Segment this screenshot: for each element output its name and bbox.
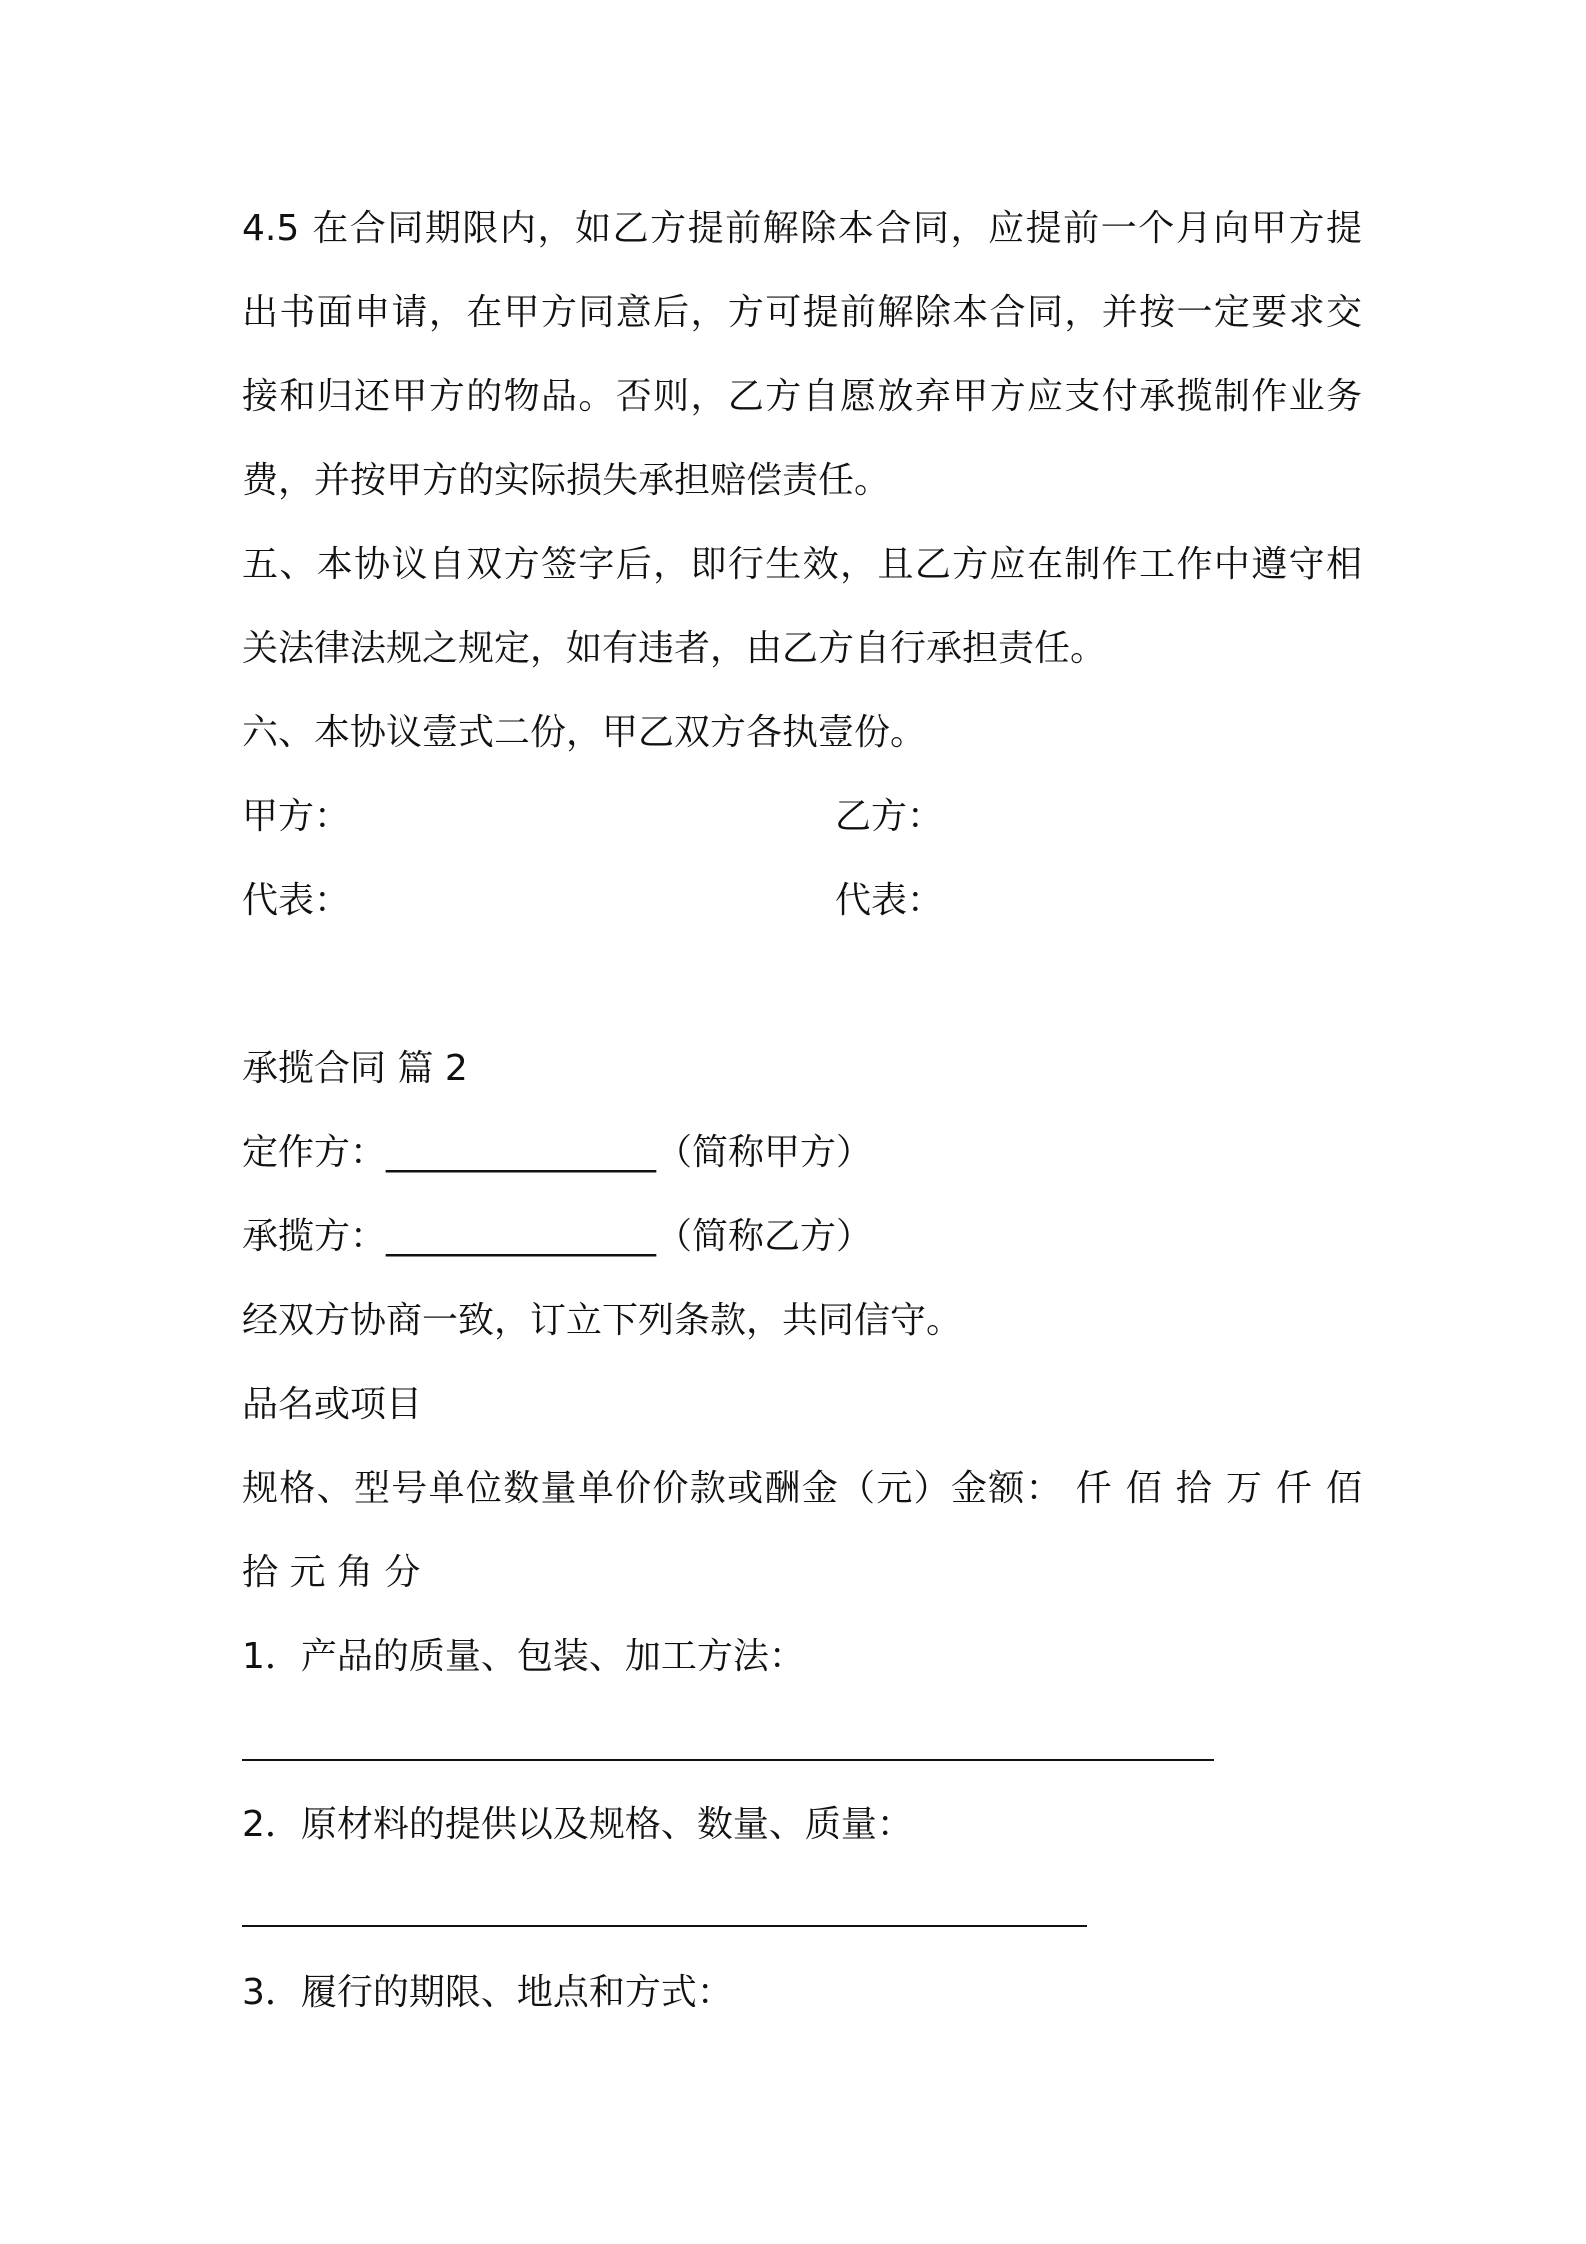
clause-6: 六、本协议壹式二份，甲乙双方各执壹份。 bbox=[242, 712, 927, 753]
section-title: 承揽合同 篇 2 bbox=[242, 1048, 468, 1089]
orderer-line: 定作方：_______________（简称甲方） bbox=[242, 1132, 873, 1173]
party-b-label: 乙方： bbox=[835, 796, 944, 837]
rep-a-label: 代表： bbox=[242, 880, 351, 921]
item-1-fill-line bbox=[242, 1759, 1214, 1761]
clause-4-5-line-4: 费，并按甲方的实际损失承担赔偿责任。 bbox=[242, 460, 891, 501]
clause-4-5-line-3: 接和归还甲方的物品。否则，乙方自愿放弃甲方应支付承揽制作业务 bbox=[242, 376, 1362, 417]
spec-line-2: 拾 元 角 分 bbox=[242, 1552, 421, 1593]
party-a-label: 甲方： bbox=[242, 796, 351, 837]
clause-5-line-1: 五、本协议自双方签字后，即行生效，且乙方应在制作工作中遵守相 bbox=[242, 544, 1362, 585]
spec-line: 规格、型号单位数量单价价款或酬金（元）金额： 仟 佰 拾 万 仟 佰 bbox=[242, 1468, 1362, 1509]
agreement-line: 经双方协商一致，订立下列条款，共同信守。 bbox=[242, 1300, 963, 1341]
item-2-fill-line bbox=[242, 1925, 1087, 1927]
clause-4-5-line-2: 出书面申请，在甲方同意后，方可提前解除本合同，并按一定要求交 bbox=[242, 292, 1362, 333]
clause-5-line-2: 关法律法规之规定，如有违者，由乙方自行承担责任。 bbox=[242, 628, 1107, 669]
item-heading: 品名或项目 bbox=[242, 1384, 423, 1425]
rep-b-label: 代表： bbox=[835, 880, 944, 921]
clause-4-5-line-1: 4.5 在合同期限内，如乙方提前解除本合同，应提前一个月向甲方提 bbox=[242, 208, 1362, 249]
item-1-quality: 1．产品的质量、包装、加工方法： bbox=[242, 1636, 805, 1677]
contractor-line: 承揽方：_______________（简称乙方） bbox=[242, 1216, 873, 1257]
item-3-delivery: 3．履行的期限、地点和方式： bbox=[242, 1972, 733, 2013]
item-2-materials: 2．原材料的提供以及规格、数量、质量： bbox=[242, 1804, 913, 1845]
